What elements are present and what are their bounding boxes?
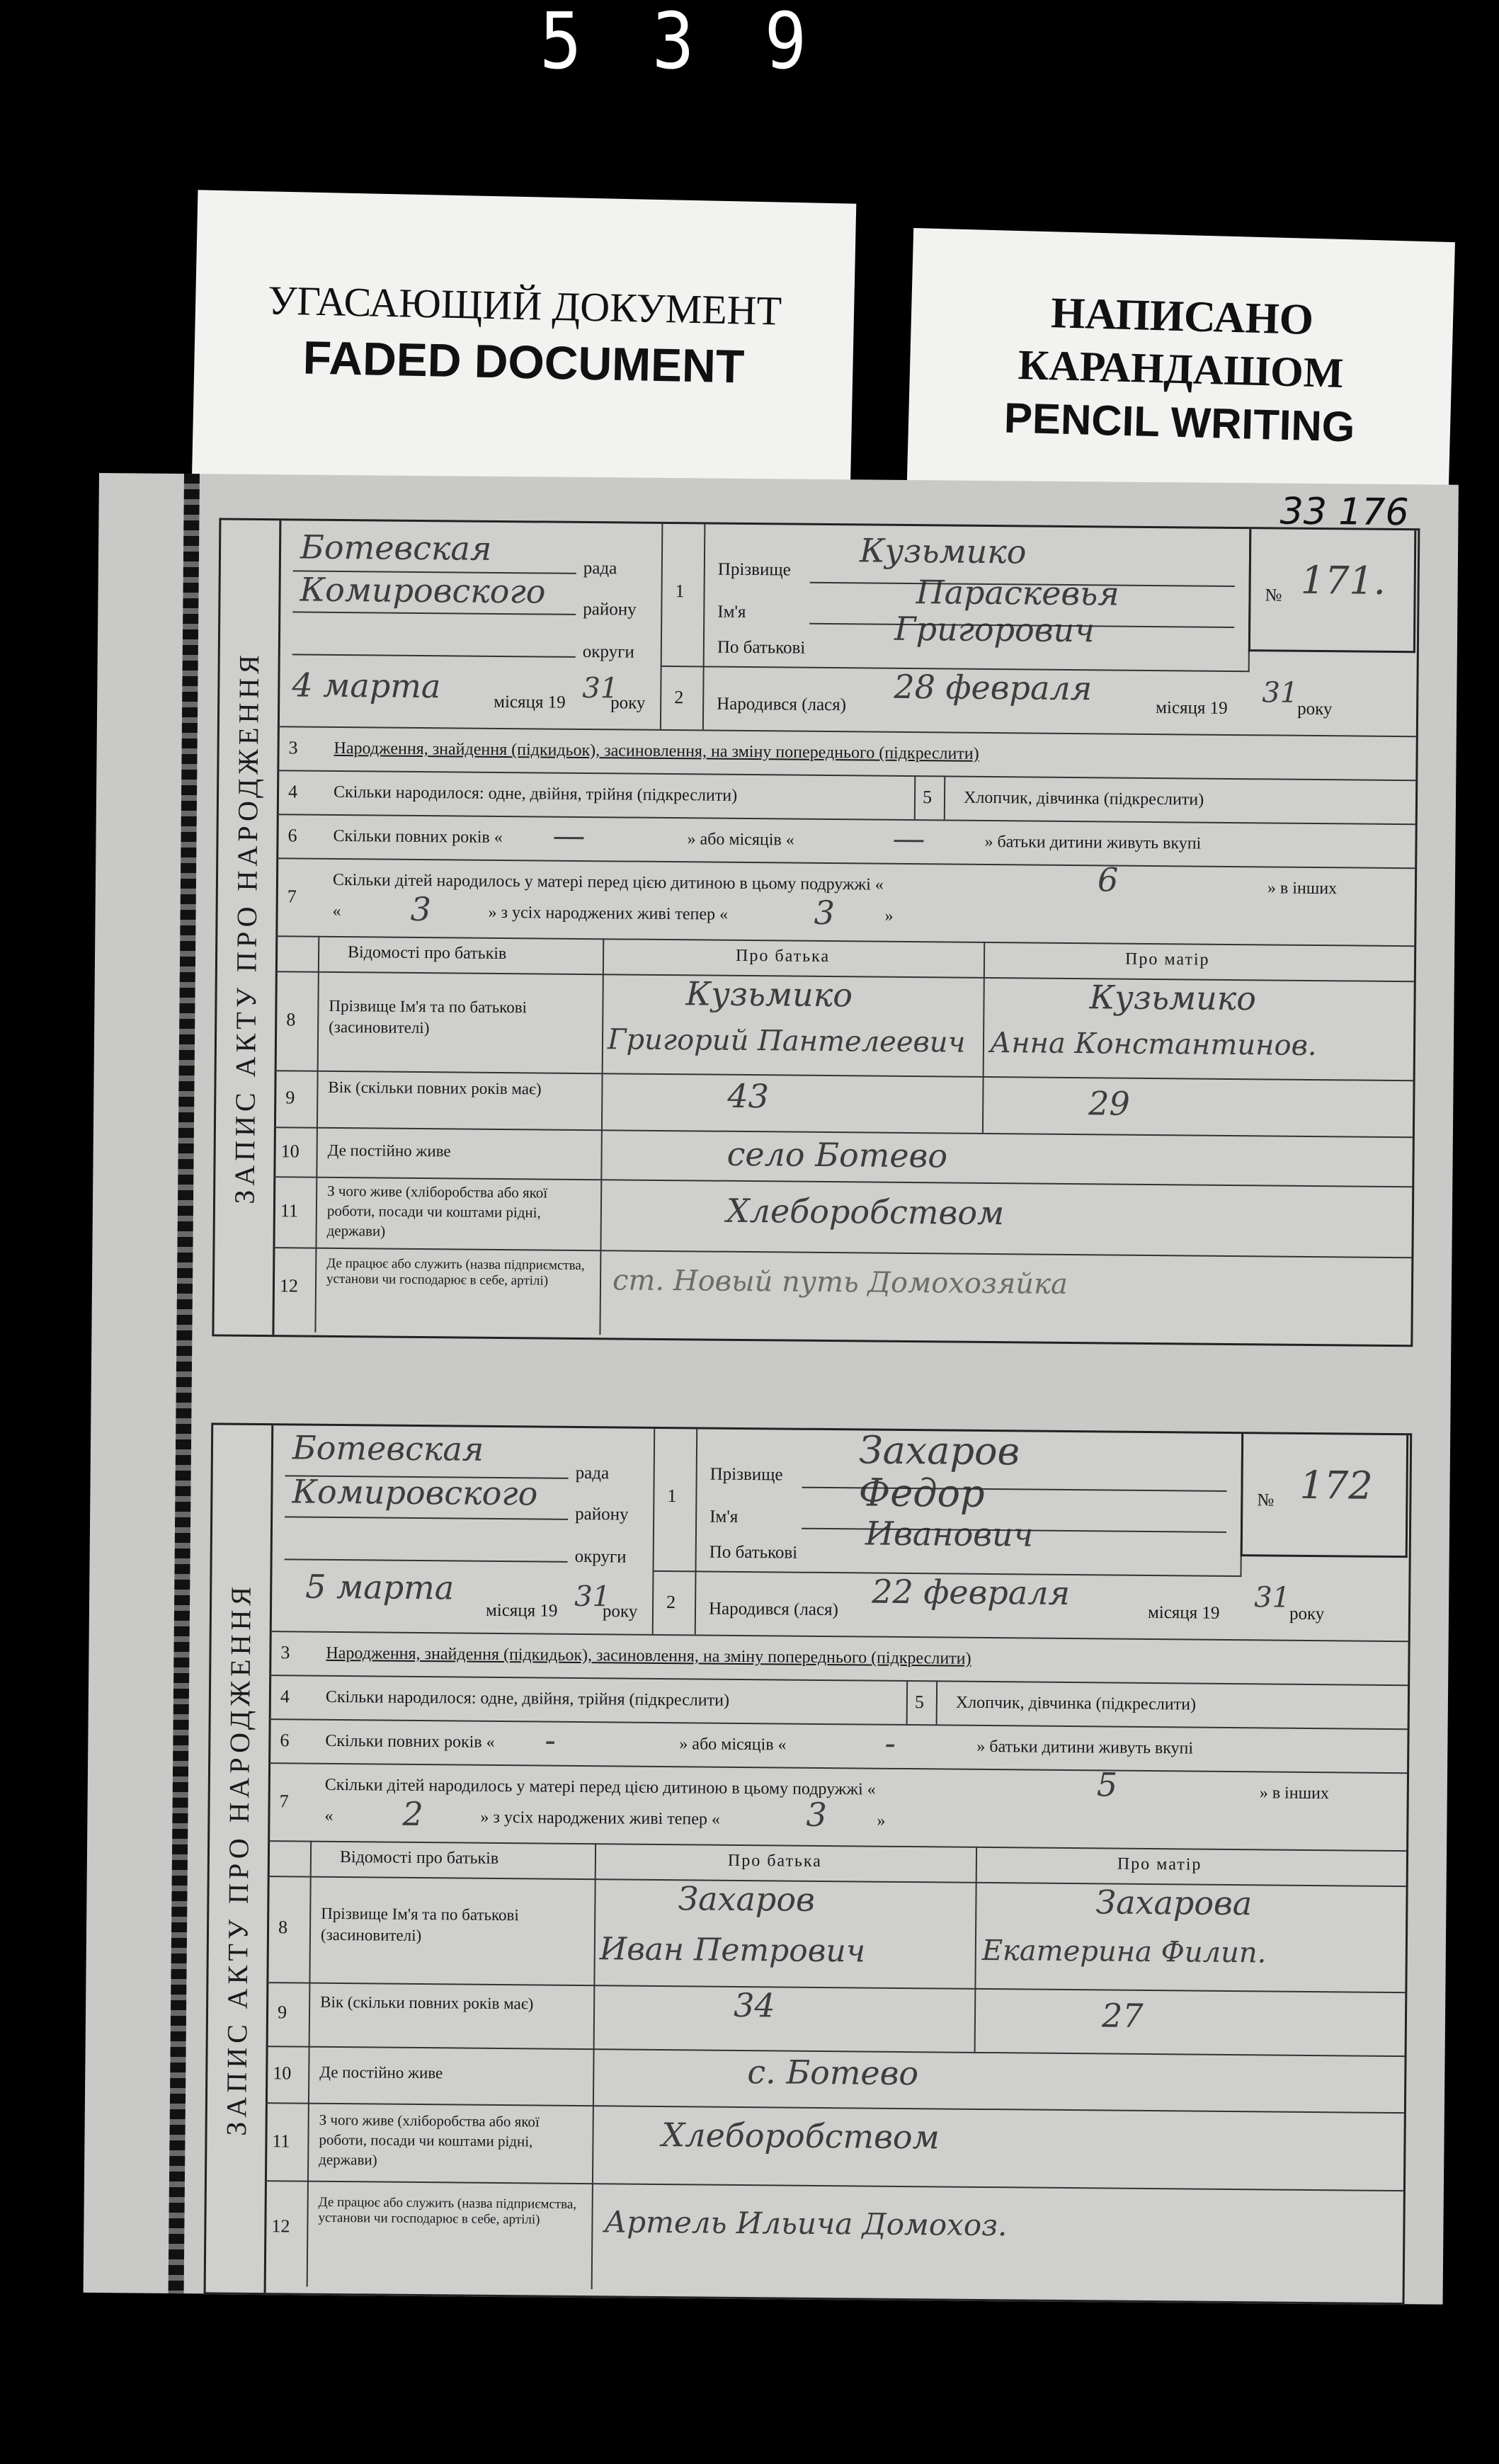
- raion-label: району: [583, 599, 637, 620]
- row-7-text-a: Скільки дітей народилось у матері перед цією дитиною в цьому подружжі «: [332, 870, 884, 894]
- row-9-b: 9 Вік (скільки повних років має) 34 27: [266, 1982, 1406, 2057]
- row-6: 6 Скільки повних років « — » або місяців « — » батьки дитини живуть вкупі: [276, 814, 1415, 869]
- birth-year-value-2: 31: [1254, 1581, 1291, 1614]
- row-3: 3 Народження, знайдення (підкидьок), засиновлення, на зміну попереднього (підкреслити): [277, 726, 1415, 781]
- row-6-b: 6 Скільки повних років « - » або місяців « - » батьки дитини живуть вкупі: [268, 1718, 1407, 1774]
- surname-label: Прізвище: [717, 559, 791, 580]
- name-cell: [703, 524, 1251, 672]
- year-label: року: [610, 693, 646, 713]
- father-age-cell: [600, 1073, 984, 1133]
- row-11-b: 11 З чого живе (хліборобства або якої роботи, посади чи коштами рідні, держави) Хлеборобством: [265, 2102, 1404, 2191]
- number-label: №: [1265, 586, 1282, 605]
- birth-date-value-2: 22 февраля: [872, 1572, 1071, 1613]
- surname-value: Кузьмико: [859, 531, 1027, 571]
- month-label: місяця 19: [494, 692, 566, 712]
- birth-date-cell: [702, 666, 1411, 736]
- raion-value: Комировского: [300, 570, 546, 611]
- name-value-2: Федор: [858, 1470, 985, 1516]
- row-6-years-label: Скільки повних років «: [333, 826, 503, 847]
- faded-label-en: FADED DOCUMENT: [302, 331, 745, 393]
- rada-label: рада: [583, 558, 617, 578]
- birth-year-label: року: [1297, 699, 1333, 719]
- father-header: Про батька: [601, 938, 985, 977]
- children-alive-value: 3: [814, 893, 836, 932]
- birth-month-label: місяця 19: [1156, 698, 1228, 718]
- reg-date-value: 4 марта: [292, 666, 441, 706]
- father-surname-value: Кузьмико: [685, 974, 853, 1015]
- children-before-value-2: 5: [1096, 1765, 1118, 1804]
- children-other-value-2: 2: [402, 1794, 424, 1834]
- name-cell-2: Прізвище Захаров Ім'я Федор По батькові Иванович: [695, 1429, 1243, 1577]
- father-name-cell-2: [592, 1878, 976, 1988]
- mother-name-value: Анна Константинов.: [989, 1027, 1317, 1063]
- header-block: [278, 520, 1418, 737]
- vertical-title: ЗАПИС АКТУ ПРО НАРОДЖЕННЯ: [214, 520, 281, 1335]
- parents-header-2: Відомості про батьків Про батька Про матір: [268, 1840, 1406, 1887]
- surname-value-2: Захаров: [858, 1427, 1020, 1474]
- mother-age-value-2: 27: [1101, 1996, 1144, 2035]
- months-together-value-2: -: [884, 1723, 896, 1762]
- row-3-b: 3 Народження, знайдення (підкидьок), засиновлення, на зміну попереднього (підкреслити): [269, 1631, 1408, 1686]
- name-value: Параскевья: [916, 573, 1119, 613]
- years-together-value: —: [552, 816, 586, 855]
- number-box: [1248, 529, 1417, 653]
- location-cell-2: Ботевская рада Комировского району округи 5 марта місяця 19 31 року: [270, 1425, 656, 1634]
- binding-stitching: [169, 474, 200, 2293]
- occupation-value-2: Хлеборобством: [661, 2116, 940, 2157]
- num-1: 1: [661, 524, 706, 668]
- location-cell: [278, 520, 663, 729]
- row-12-b: 12 Де працює або служить (назва підприємства, установи чи господарює в себе, артілі) Артель Ильича Домохоз.: [264, 2180, 1403, 2296]
- born-label: Народився (лася): [717, 694, 847, 715]
- row-8-label-cell: Прізвище Ім'я та по батькові (засиновителі): [317, 971, 604, 1073]
- pencil-label-en: PENCIL WRITING: [1003, 394, 1356, 451]
- rada-value-2: Ботевская: [292, 1428, 484, 1468]
- pencil-label-ru-1: НАПИСАНО: [1050, 289, 1314, 344]
- row-8-b: 8 Прізвище Ім'я та по батькові (засиновителі) Захаров Иван Петрович Захарова Екатерина Филип.: [266, 1876, 1406, 1993]
- parents-info-header: Відомості про батьків: [318, 936, 604, 974]
- row-7-text-c: » з усіх народжених живі тепер «: [488, 903, 729, 924]
- vertical-title-2: ЗАПИС АКТУ ПРО НАРОДЖЕННЯ: [206, 1425, 274, 2293]
- faded-document-label: [192, 190, 857, 501]
- mother-surname-value-2: Захарова: [1095, 1883, 1253, 1923]
- name-label: Ім'я: [717, 602, 746, 622]
- row-6-months-label: » або місяців «: [687, 830, 794, 850]
- birth-date-cell-2: Народився (лася) 22 февраля місяця 19 31 року: [708, 1572, 1325, 1624]
- father-name-value: Григорий Пантелеевич: [607, 1023, 966, 1059]
- row-4-b: 4 Скільки народилося: одне, двійня, трійня (підкреслити) 5 Хлопчик, дівчинка (підкреслити): [269, 1675, 1408, 1730]
- rada-value: Ботевская: [300, 527, 492, 568]
- row-4: 4 Скільки народилося: одне, двійня, трійня (підкреслити) 5 Хлопчик, дівчинка (підкреслити): [277, 770, 1415, 825]
- okrug-label: округи: [582, 641, 634, 662]
- num-2-b: 2: [652, 1570, 697, 1635]
- raion-value-2: Комировского: [292, 1472, 538, 1513]
- mother-name-value-2: Екатерина Филип.: [981, 1934, 1267, 1970]
- occupation-value: Хлеборобством: [726, 1191, 1005, 1233]
- workplace-value-2: Артель Ильича Домохоз.: [604, 2204, 1008, 2243]
- page-number: 33 176: [1279, 490, 1409, 535]
- mother-age-value: 29: [1088, 1084, 1131, 1123]
- register-page: [84, 473, 1459, 2305]
- row-7-b: 7 Скільки дітей народилось у матері перед цією дитиною в цьому подружжі « 5 » в інших « 2 » з усіх народжених живі тепер « 3 »: [268, 1762, 1407, 1852]
- row-5-text: Хлопчик, дівчинка (підкреслити): [963, 788, 1204, 809]
- num-2: 2: [660, 666, 705, 730]
- birth-year-value: 31: [1262, 676, 1299, 709]
- birth-date-value: 28 февраля: [894, 667, 1093, 708]
- birth-record-2: [204, 1422, 1413, 2305]
- row-8: 8 Прізвище Ім'я та по батькові (засиновителі) Кузьмико Григорий Пантелеевич Кузьмико Анна Константинов.: [275, 971, 1414, 1081]
- patronymic-value: Григорович: [894, 609, 1095, 650]
- mother-surname-value: Кузьмико: [1089, 978, 1257, 1018]
- patronymic-label: По батькові: [717, 637, 806, 658]
- father-age-value: 43: [727, 1076, 770, 1116]
- residence-value: село Ботево: [726, 1134, 948, 1175]
- patronymic-value-2: Иванович: [865, 1514, 1034, 1554]
- row-10: 10 Де постійно живе село Ботево: [273, 1127, 1413, 1187]
- row-7: 7 Скільки дітей народилось у матері перед цією дитиною в цьому подружжі « 6 » в інших « 3 » з усіх народжених живі тепер « 3 »: [275, 857, 1415, 947]
- pencil-writing-label: [906, 228, 1455, 518]
- mother-header: Про матір: [1124, 949, 1210, 969]
- reg-date-value-2: 5 марта: [305, 1567, 455, 1607]
- record-number-2: 172: [1299, 1462, 1373, 1508]
- row-7-text-b: » в інших: [1267, 879, 1338, 899]
- children-before-value: 6: [1097, 860, 1119, 899]
- num-1-b: 1: [652, 1429, 697, 1573]
- months-together-value: —: [892, 819, 925, 858]
- father-age-value-2: 34: [733, 1985, 775, 2025]
- row-4-text: Скільки народилося: одне, двійня, трійня (підкреслити): [333, 782, 738, 805]
- years-together-value-2: -: [545, 1721, 557, 1759]
- row-10-b: 10 Де постійно живе с. Ботево: [266, 2046, 1405, 2114]
- pencil-label-ru-2: КАРАНДАШОМ: [1018, 341, 1345, 397]
- children-alive-value-2: 3: [806, 1795, 828, 1835]
- row-6-tail-label: » батьки дитини живуть вкупі: [984, 832, 1202, 853]
- row-12: 12 Де працює або служить (назва підприємства, установи чи господарює в себе, артілі) ст. Новый путь Домохозяйка: [272, 1247, 1411, 1342]
- father-name-cell: [600, 974, 985, 1076]
- header-block-2: [270, 1425, 1410, 1642]
- children-other-value: 3: [410, 889, 432, 929]
- residence-value-2: с. Ботево: [747, 2053, 919, 2093]
- frame-number: 5 3 9: [540, 0, 821, 86]
- faded-label-ru: УГАСАЮЩИЙ ДОКУМЕНТ: [267, 277, 782, 334]
- birth-record-1: [212, 518, 1420, 1347]
- father-surname-value-2: Захаров: [678, 1879, 816, 1919]
- record-number: 171.: [1300, 557, 1386, 603]
- father-name-value-2: Иван Петрович: [599, 1931, 866, 1970]
- row-11: 11 З чого живе (хліборобства або якої роботи, посади чи коштами рідні, держави) Хлеборобством: [273, 1176, 1412, 1258]
- row-10-label-cell: Де постійно живе: [316, 1127, 603, 1180]
- row-11-label-cell: З чого живе (хліборобства або якої роботи, посади чи коштами рідні, держави): [315, 1177, 602, 1250]
- reg-year-value: 31: [582, 671, 619, 705]
- num-5: 5: [914, 775, 946, 819]
- number-box-2: № 172: [1241, 1434, 1409, 1558]
- row-9-label-cell: Вік (скільки повних років має): [317, 1071, 603, 1130]
- row-12-label-cell: Де працює або служить (назва підприємства, установи чи господарює в себе, артілі): [314, 1248, 601, 1335]
- reg-year-value-2: 31: [574, 1580, 611, 1614]
- row-9: 9 Вік (скільки повних років має) 43 29: [274, 1070, 1413, 1138]
- workplace-value: ст. Новый путь Домохозяйка: [612, 1264, 1068, 1301]
- row-3-text: Народження, знайдення (підкидьок), засиновлення, на зміну попереднього (підкреслити): [334, 738, 979, 763]
